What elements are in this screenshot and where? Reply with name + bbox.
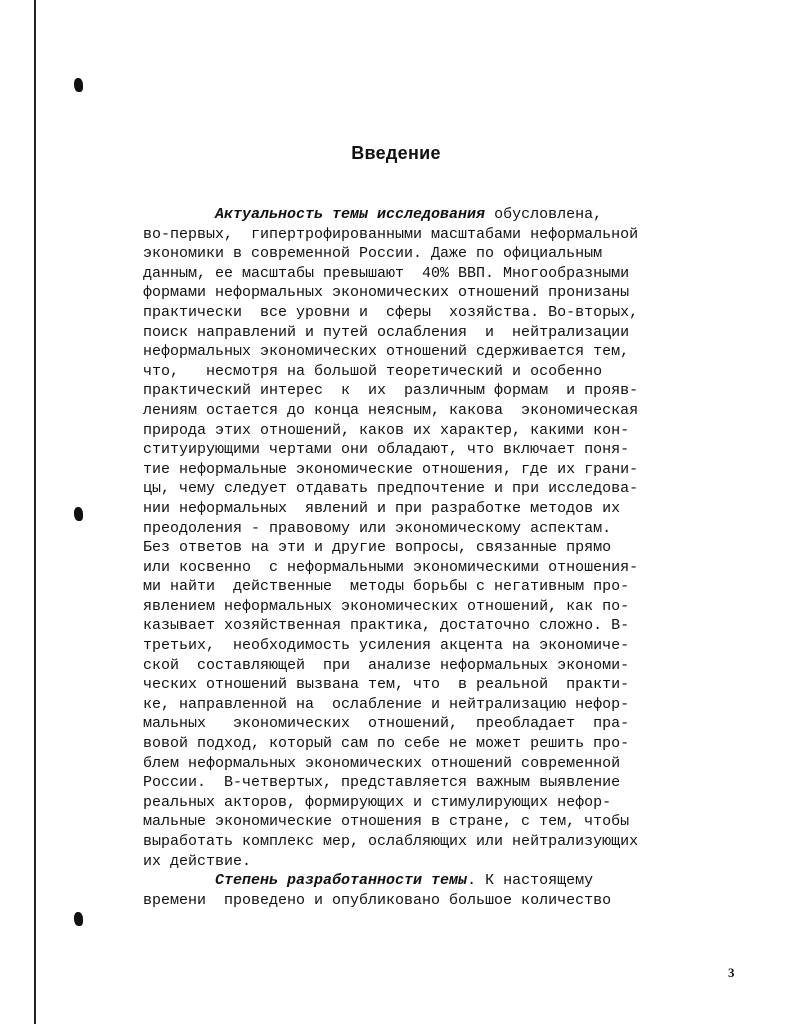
text-line: нии неформальных явлений и при разработке методов их — [143, 499, 621, 517]
text-line: России. В-четвертых, представляется важным выявление — [143, 774, 621, 792]
paragraph-heading: Степень разработанности темы — [215, 872, 468, 890]
text-line: лениям остается до конца неясным, какова экономическая — [143, 401, 639, 419]
text-line: Без ответов на эти и другие вопросы, связанные прямо — [143, 539, 612, 557]
text-line: вовой подход, который сам по себе не может решить про- — [143, 735, 630, 753]
text-line: ской составляющей при анализе неформальных экономи- — [143, 656, 630, 674]
text-line: блем неформальных экономических отношений современной — [143, 754, 621, 772]
text-line: данным, ее масштабы превышают 40% ВВП. Многообразными — [143, 264, 630, 282]
paragraph-heading: Актуальность темы исследования — [215, 206, 486, 223]
text-line: их действие. — [143, 852, 252, 870]
text-line: формами неформальных экономических отношений пронизаны — [143, 284, 630, 302]
page-title: Введение — [351, 143, 441, 163]
text-line: мальных экономических отношений, преобладает пра- — [143, 715, 630, 733]
text-line: реальных акторов, формирующих и стимулирующих нефор- — [143, 793, 612, 811]
text-line: ституирующими чертами они обладают, что включает поня- — [143, 441, 630, 459]
body-text — [143, 205, 733, 910]
text-line: преодоления - правовому или экономическому аспектам. — [143, 519, 612, 537]
text-line: тие неформальные экономические отношения, где их грани- — [143, 460, 639, 478]
text-line: выработать комплекс мер, ослабляющих или нейтрализующих — [143, 833, 639, 850]
text-line: казывает хозяйственная практика, достаточно сложно. В- — [143, 617, 630, 635]
paragraph-first-line: Степень разработанности темы. К настоящему — [215, 872, 594, 890]
text-line: поиск направлений и путей ослабления и нейтрализации — [143, 323, 630, 341]
scan-punch-mark — [74, 912, 83, 926]
text-line: природа этих отношений, каков их характер, какими кон- — [143, 421, 630, 439]
text-line: экономики в современной России. Даже по официальным — [143, 245, 603, 263]
text-line: ческих отношений вызвана тем, что в реальной практи- — [143, 676, 630, 694]
text-line: во-первых, гипертрофированными масштабами неформальной — [143, 225, 639, 243]
text-line: неформальных экономических отношений сдерживается тем, — [143, 343, 630, 361]
paragraph-first-line: Актуальность темы исследования обусловлена, — [215, 206, 603, 223]
text-line: ке, направленной на ослабление и нейтрализацию нефор- — [143, 695, 630, 713]
page-number: 3 — [728, 965, 735, 980]
scan-punch-mark — [74, 78, 83, 92]
text-line: времени проведено и опубликовано большое количество — [143, 891, 612, 909]
text-line: или косвенно с неформальными экономическими отношения- — [143, 558, 639, 576]
text-line: явлением неформальных экономических отношений, как по- — [143, 597, 630, 615]
paragraph-1 — [143, 225, 733, 872]
scan-punch-mark — [74, 507, 83, 521]
text-line: мальные экономические отношения в стране, с тем, чтобы — [143, 813, 630, 831]
paragraph-2 — [143, 891, 733, 911]
text-line: что, несмотря на большой теоретический и особенно — [143, 362, 603, 380]
text-line: третьих, необходимость усиления акцента на экономиче- — [143, 637, 630, 655]
text-line: цы, чему следует отдавать предпочтение и при исследова- — [143, 480, 639, 498]
text-line: практический интерес к их различным формам и прояв- — [143, 382, 639, 400]
text-line: ми найти действенные методы борьбы с негативным про- — [143, 578, 630, 596]
text-line: практически все уровни и сферы хозяйства. Во-вторых, — [143, 303, 639, 321]
